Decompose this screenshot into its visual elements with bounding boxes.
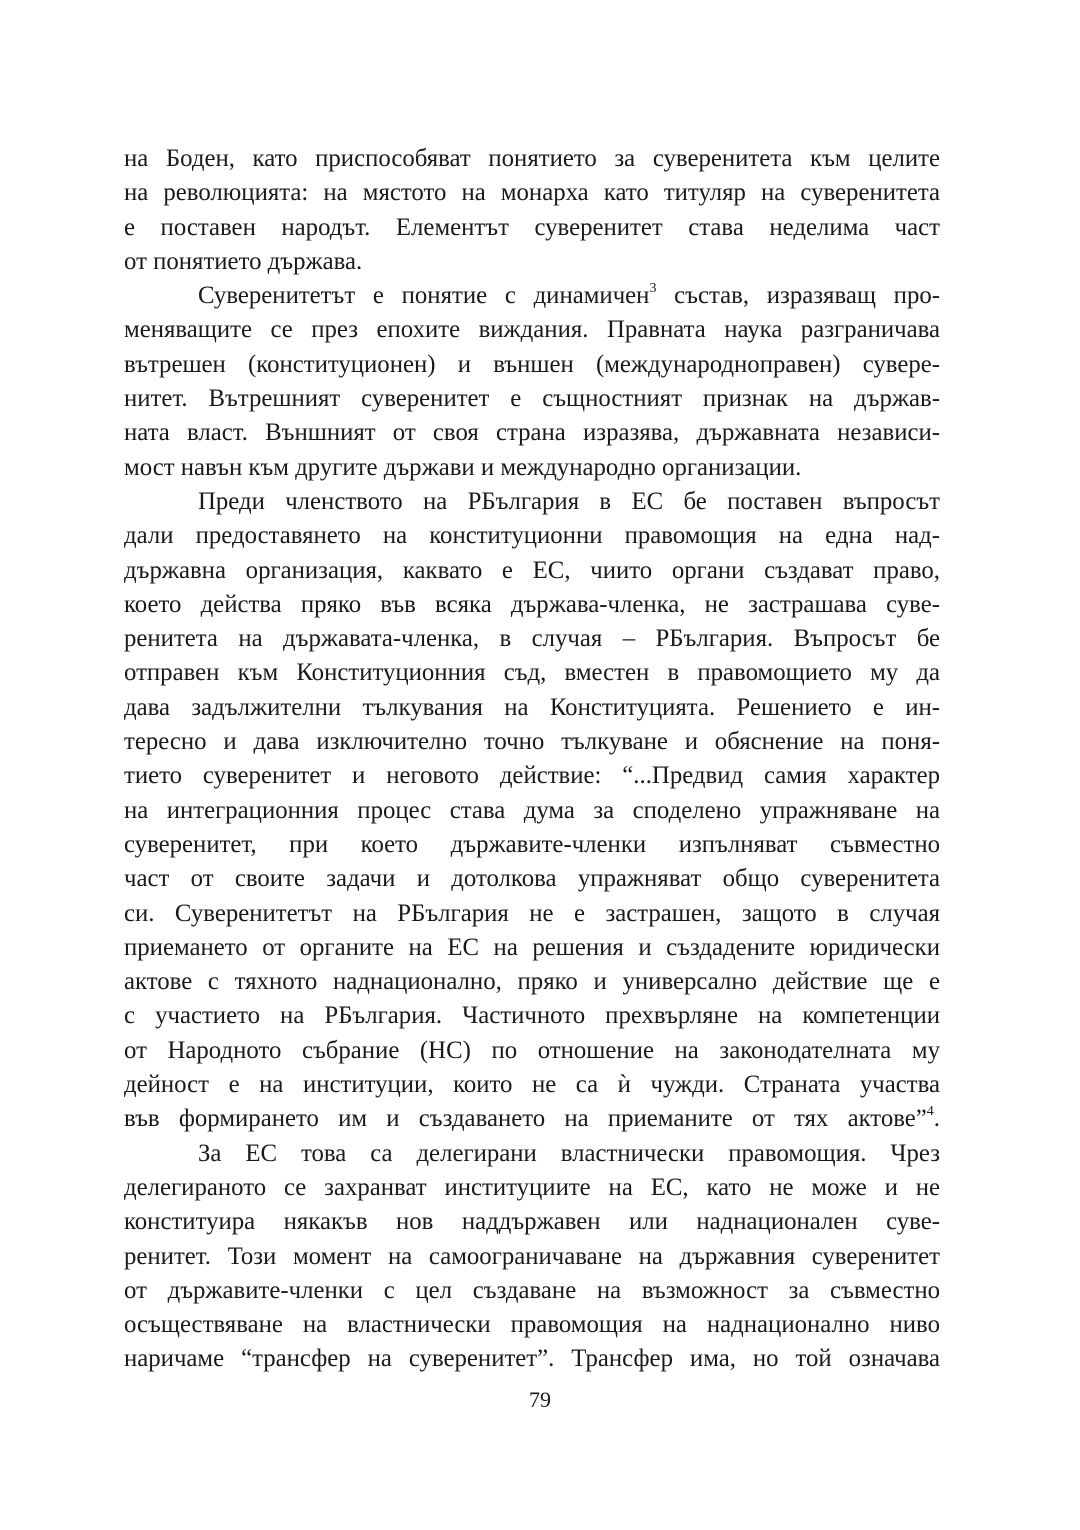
text-line: [124, 1102, 940, 1136]
footnote-ref: 4: [926, 1104, 934, 1120]
text-line: ренитет. Този момент на самоограничаване на държавния суверенитет: [124, 1242, 940, 1270]
text-line: суверенитет, при което държавите-членки изпълняват съвместно: [124, 830, 940, 858]
text-line: от понятието държава.: [124, 247, 363, 275]
text-line: вътрешен (конституционен) и външен (международноправен) сувере-: [124, 350, 940, 378]
text-line: дейност е на институции, които не са ѝ чужди. Страната участва: [124, 1071, 940, 1099]
text-line: приемането от органите на ЕС на решения и създадените юридически: [124, 933, 940, 961]
text-line: меняващите се през епохите виждания. Правната наука разграничава: [124, 316, 940, 344]
text-line: конституира някакъв нов наддържавен или наднационален суве-: [124, 1208, 940, 1236]
text-line: [124, 279, 940, 313]
text-line: актове с тяхното наднационално, пряко и универсално действие ще е: [124, 968, 940, 996]
text-line: отправен към Конституционния съд, вместен в правомощието му да: [124, 659, 940, 687]
text-line: осъществяване на властнически правомощия на наднационално ниво: [124, 1311, 940, 1339]
text-line: държавна организация, каквато е ЕС, чиито органи създават право,: [124, 556, 940, 584]
text-segment: във формирането им и създаването на приеманите от тях актове”: [124, 1105, 927, 1133]
text-line: което действа пряко във всяка държава-членка, не застрашава суве-: [124, 590, 940, 618]
page-number: 79: [529, 1387, 551, 1412]
text-line: си. Суверенитетът на РБългария не е застрашен, защото в случая: [124, 899, 940, 927]
text-segment: .: [933, 1105, 940, 1133]
text-line: ната власт. Външният от своя страна изразява, държавната независи-: [124, 419, 940, 447]
text-line: Преди членството на РБългария в ЕС бе поставен въпросът: [198, 487, 940, 515]
body-text: [124, 142, 940, 1377]
text-segment: състав, изразяващ про-: [656, 282, 940, 310]
text-line: тересно и дава изключително точно тълкуване и обяснение на поня-: [124, 728, 940, 756]
footnote-ref: 3: [649, 280, 657, 296]
paragraph-1: [124, 142, 940, 279]
text-line: тието суверенитет и неговото действие: “...Предвид самия характер: [124, 762, 940, 790]
text-line: на Боден, като приспособяват понятието за суверенитета към целите: [124, 145, 940, 172]
text-line: на революцията: на мястото на монарха като титуляр на суверенитета: [124, 179, 940, 207]
paragraph-3: [124, 485, 940, 1137]
text-line: нитет. Вътрешният суверенитет е същностният признак на държав-: [124, 385, 940, 413]
paragraph-4: [124, 1137, 940, 1377]
text-line: е поставен народът. Елементът суверенитет става неделима част: [124, 213, 940, 241]
text-line: мост навън към другите държави и международно организации.: [124, 453, 802, 481]
text-line: дава задължителни тълкувания на Конституцията. Решението е ин-: [124, 693, 940, 721]
text-line: ренитета на държавата-членка, в случая – РБългария. Въпросът бе: [124, 625, 940, 653]
text-line: част от своите задачи и дотолкова упражняват общо суверенитета: [124, 865, 940, 893]
text-line: от държавите-членки с цел създаване на възможност за съвместно: [124, 1276, 940, 1304]
text-line: дали предоставянето на конституционни правомощия на една над-: [124, 522, 940, 550]
text-line: с участието на РБългария. Частичното прехвърляне на компетенции: [124, 1002, 940, 1030]
paragraph-2: [124, 279, 940, 485]
text-line: на интеграционния процес става дума за споделено упражняване на: [124, 796, 940, 824]
text-line: наричаме “трансфер на суверенитет”. Трансфер има, но той означава: [124, 1345, 940, 1373]
text-line: За ЕС това са делегирани властнически правомощия. Чрез: [198, 1139, 940, 1167]
text-line: делегираното се захранват институциите на ЕС, като не може и не: [124, 1173, 940, 1201]
text-segment: Суверенитетът е понятие с динамичен: [198, 282, 650, 310]
text-line: от Народното събрание (НС) по отношение на законодателната му: [124, 1036, 940, 1064]
